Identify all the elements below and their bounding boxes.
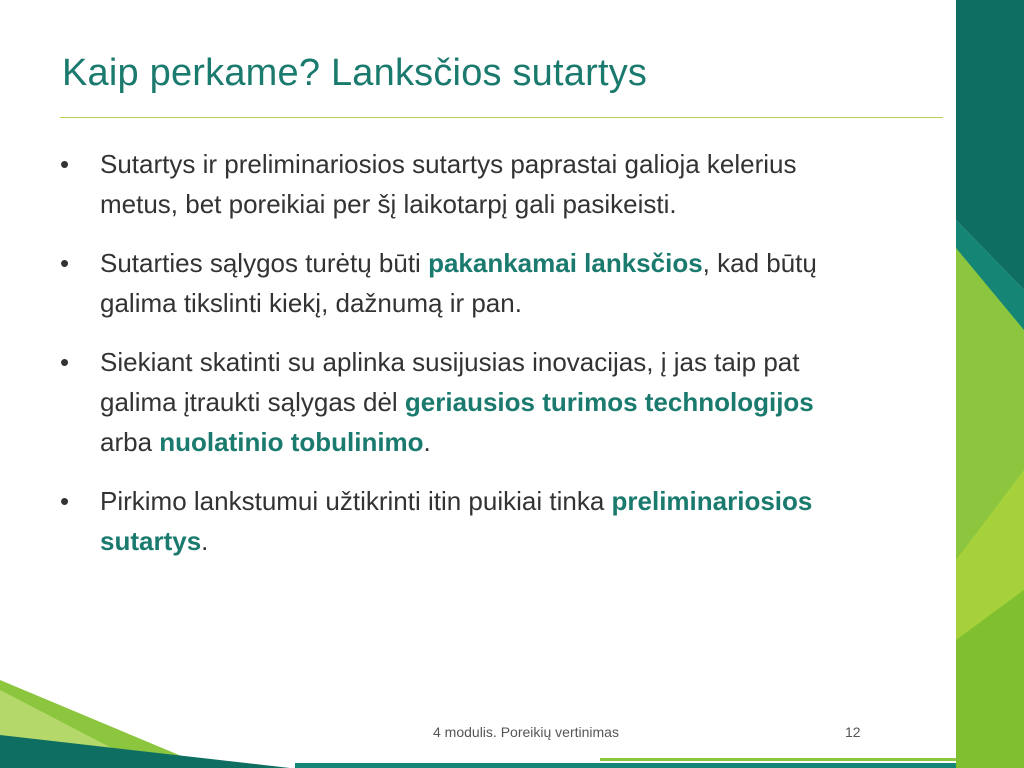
bullet-text: Siekiant skatinti su aplinka susijusias inovacijas, į jas taip pat galima įtraukti sąlygas dėl — [100, 347, 800, 417]
bottom-line-teal — [295, 763, 956, 768]
footer-module-label: 4 modulis. Poreikių vertinimas — [433, 724, 619, 740]
highlight-text: pakankamai lanksčios — [428, 248, 703, 278]
slide-title: Kaip perkame? Lanksčios sutartys — [62, 52, 648, 94]
bullet-text: . — [423, 427, 431, 457]
bullet-text: . — [201, 526, 209, 556]
highlight-text: nuolatinio tobulinimo — [159, 427, 424, 457]
highlight-text: geriausios turimos technologijos — [404, 387, 814, 417]
bullet-item — [58, 342, 858, 462]
title-divider — [60, 117, 943, 118]
bullet-text: Pirkimo lankstumui užtikrinti itin puikiai tinka — [100, 486, 612, 516]
bottom-line-lime — [600, 758, 956, 761]
page-number: 12 — [845, 724, 861, 740]
highlight-text: preliminariosios sutartys — [100, 486, 813, 556]
bullet-text: arba — [100, 427, 160, 457]
bullet-text: , kad būtų galima tikslinti kiekį, dažnumą ir pan. — [100, 248, 817, 318]
bullet-text: Sutartys ir preliminariosios sutartys paprastai galioja kelerius metus, bet poreikiai per šį laikotarpį gali pasikeisti. — [100, 149, 797, 219]
bottom-left-wedge-teal — [0, 735, 290, 768]
bullet-item — [58, 481, 858, 561]
bullet-item — [58, 243, 858, 323]
bullet-item — [58, 144, 858, 224]
bullet-list — [58, 144, 858, 580]
bullet-text: Sutarties sąlygos turėtų būti — [100, 248, 429, 278]
